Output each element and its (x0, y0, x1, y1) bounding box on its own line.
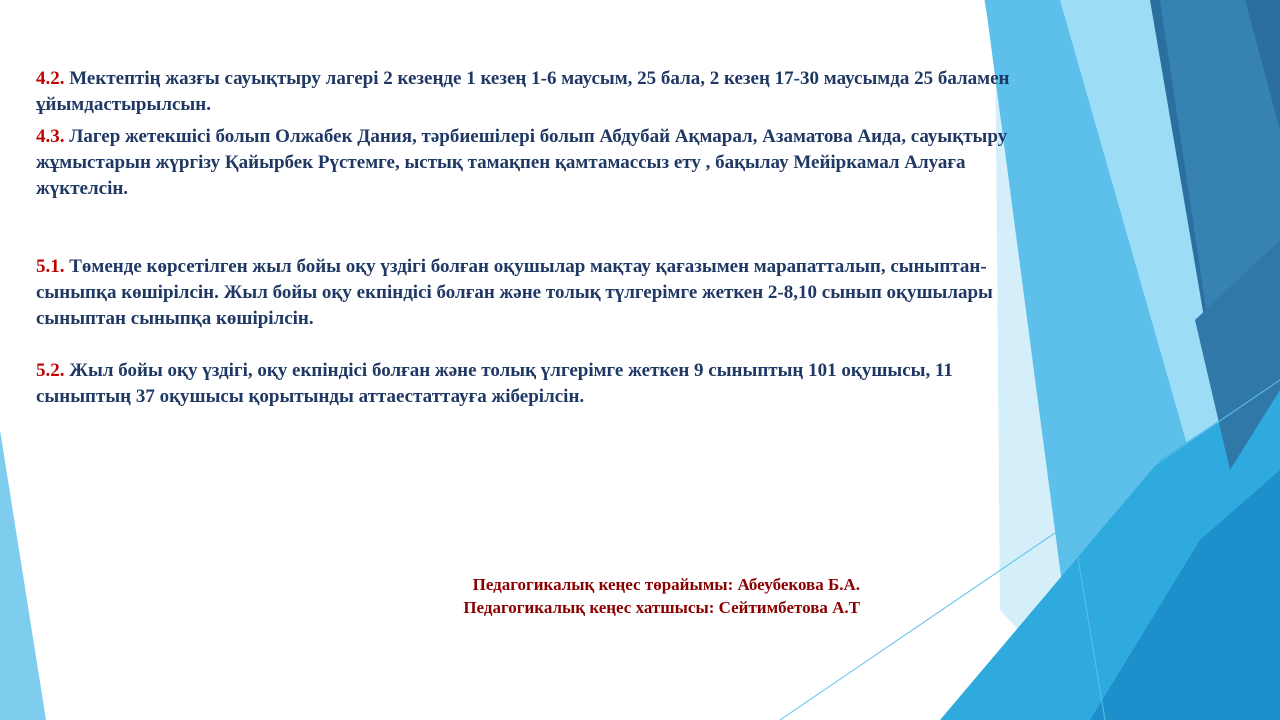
paragraph-number: 5.1. (36, 256, 65, 277)
signature-block (380, 573, 860, 619)
paragraph-number: 5.2. (36, 360, 65, 381)
paragraph-text: Мектептің жазғы сауықтыру лагері 2 кезеңде 1 кезең 1-6 маусым, 25 бала, 2 кезең 17-30 маусымда 25 баламен ұйымдастырылсын. (36, 68, 1010, 115)
paragraph-number: 4.2. (36, 68, 65, 89)
signature-chair: Педагогикалық кеңес төрайымы: Абеубекова Б.А. (472, 575, 860, 594)
paragraph-text: Лагер жетекшісі болып Олжабек Дания, тәрбиешілері болып Абдубай Ақмарал, Азаматова Аида, сауықтыру жұмыстарын жүргізу Қайырбек Рүстемге, ыстық тамақпен қамтамассыз ету , бақылау Мейіркамал Алуаға жүктелсін. (36, 126, 1008, 199)
paragraph-number: 4.3. (36, 126, 65, 147)
paragraph-5-2 (36, 358, 1016, 410)
paragraph-text: Жыл бойы оқу үздігі, оқу екпіндісі болған және толық үлгерімге жеткен 9 сыныптың 101 оқушысы, 11 сыныптың 37 оқушысы қорытынды аттаестаттауға жіберілсін. (36, 360, 953, 407)
slide-body (36, 66, 1016, 410)
paragraph-5-1 (36, 254, 1016, 332)
paragraph-4-3 (36, 124, 1016, 202)
paragraph-4-2 (36, 66, 1016, 118)
left-accent-shape (0, 430, 46, 720)
signature-secretary: Педагогикалық кеңес хатшысы: Сейтимбетова А.Т (463, 598, 860, 617)
paragraph-text: Төменде көрсетілген жыл бойы оқу үздігі болған оқушылар мақтау қағазымен марапатталып, сыныптан-сыныпқа көшірілсін. Жыл бойы оқу екпіндісі болған және толық түлгерімге жеткен 2-8,10 сынып оқушылары сыныптан сыныпқа көшірілсін. (36, 256, 993, 329)
